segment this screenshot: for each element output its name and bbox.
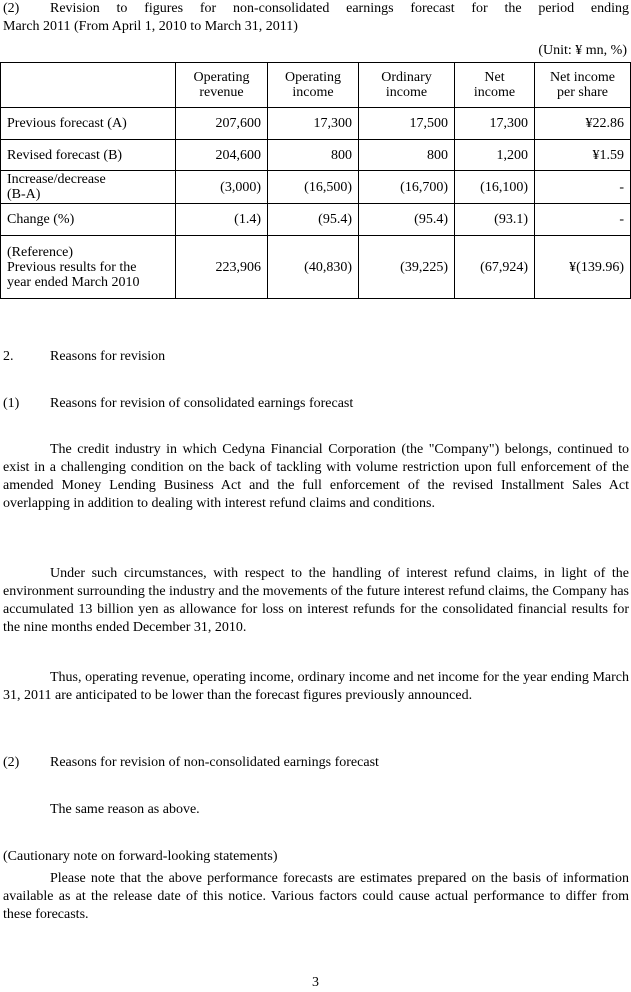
paragraph-1: The credit industry in which Cedyna Financial Corporation (the "Company") belongs, continued to exist in a challenging condition on the back of tackling with volume restriction upon full enforcement of the amended Money Lending Business Act and the full enforcement of the revised Installment Sales Act overlapping in addition to dealing with interest refund claims and conditions. [3, 442, 629, 511]
cell: (40,830) [268, 236, 359, 299]
sub1-title: Reasons for revision of consolidated earnings forecast [50, 396, 354, 411]
sub2-title: Reasons for revision of non-consolidated earnings forecast [50, 755, 379, 770]
forecast-table [0, 62, 631, 299]
cell: 17,300 [268, 108, 359, 140]
sub2-number: (2) [3, 755, 20, 770]
cell: 204,600 [176, 140, 268, 171]
row-label: Previous forecast (A) [1, 108, 176, 140]
header-net-income-per-share: Net income per share [535, 63, 631, 108]
cell: (95.4) [359, 204, 455, 236]
cell: 1,200 [455, 140, 535, 171]
row-label: Increase/decrease (B-A) [1, 171, 176, 204]
page-number: 3 [312, 975, 319, 990]
header-operating-revenue: Operating revenue [176, 63, 268, 108]
cell: (3,000) [176, 171, 268, 204]
cell: (67,924) [455, 236, 535, 299]
cell: 800 [268, 140, 359, 171]
table-row [1, 140, 631, 171]
reasons-number: 2. [3, 349, 14, 364]
cell: - [535, 171, 631, 204]
cell: (93.1) [455, 204, 535, 236]
cell: (1.4) [176, 204, 268, 236]
cell: 223,906 [176, 236, 268, 299]
row-label: Revised forecast (B) [1, 140, 176, 171]
cell: ¥1.59 [535, 140, 631, 171]
cell: (16,100) [455, 171, 535, 204]
cell: 17,500 [359, 108, 455, 140]
header-operating-income: Operating income [268, 63, 359, 108]
cell: - [535, 204, 631, 236]
row-label: Change (%) [1, 204, 176, 236]
caution-title: (Cautionary note on forward-looking statements) [3, 849, 278, 864]
table-row [1, 171, 631, 204]
header-net-income: Net income [455, 63, 535, 108]
sub1-number: (1) [3, 396, 20, 411]
reasons-title: Reasons for revision [50, 349, 166, 364]
section-heading-line2: March 2011 (From April 1, 2010 to March 31, 2011) [3, 19, 298, 34]
paragraph-2: Under such circumstances, with respect to the handling of interest refund claims, in light of the environment surrounding the industry and the movements of the future interest refund claims, the Company has accumulated 13 billion yen as allowance for loss on interest refunds for the consolidated financial results for the nine months ended December 31, 2010. [3, 566, 629, 635]
table-row [1, 204, 631, 236]
cell: 17,300 [455, 108, 535, 140]
cell: 207,600 [176, 108, 268, 140]
cell: 800 [359, 140, 455, 171]
caution-text: Please note that the above performance forecasts are estimates prepared on the basis of information available as at the release date of this notice. Various factors could cause actual performance to differ from these forecasts. [3, 871, 629, 922]
cell: ¥22.86 [535, 108, 631, 140]
cell: (39,225) [359, 236, 455, 299]
paragraph-4: The same reason as above. [50, 802, 200, 817]
section-number: (2) [3, 1, 20, 16]
table-row [1, 236, 631, 299]
unit-label: (Unit: ¥ mn, %) [538, 43, 627, 58]
paragraph-3: Thus, operating revenue, operating income, ordinary income and net income for the year ending March 31, 2011 are anticipated to be lower than the forecast figures previously announced. [3, 670, 629, 703]
cell: ¥(139.96) [535, 236, 631, 299]
table-header-row [1, 63, 631, 108]
table-row [1, 108, 631, 140]
cell: (16,700) [359, 171, 455, 204]
header-blank [1, 63, 176, 108]
row-label: (Reference) Previous results for the year ended March 2010 [1, 236, 176, 299]
header-ordinary-income: Ordinary income [359, 63, 455, 108]
cell: (95.4) [268, 204, 359, 236]
cell: (16,500) [268, 171, 359, 204]
section-heading-line1: Revision to figures for non-consolidated earnings forecast for the period ending [50, 1, 629, 16]
